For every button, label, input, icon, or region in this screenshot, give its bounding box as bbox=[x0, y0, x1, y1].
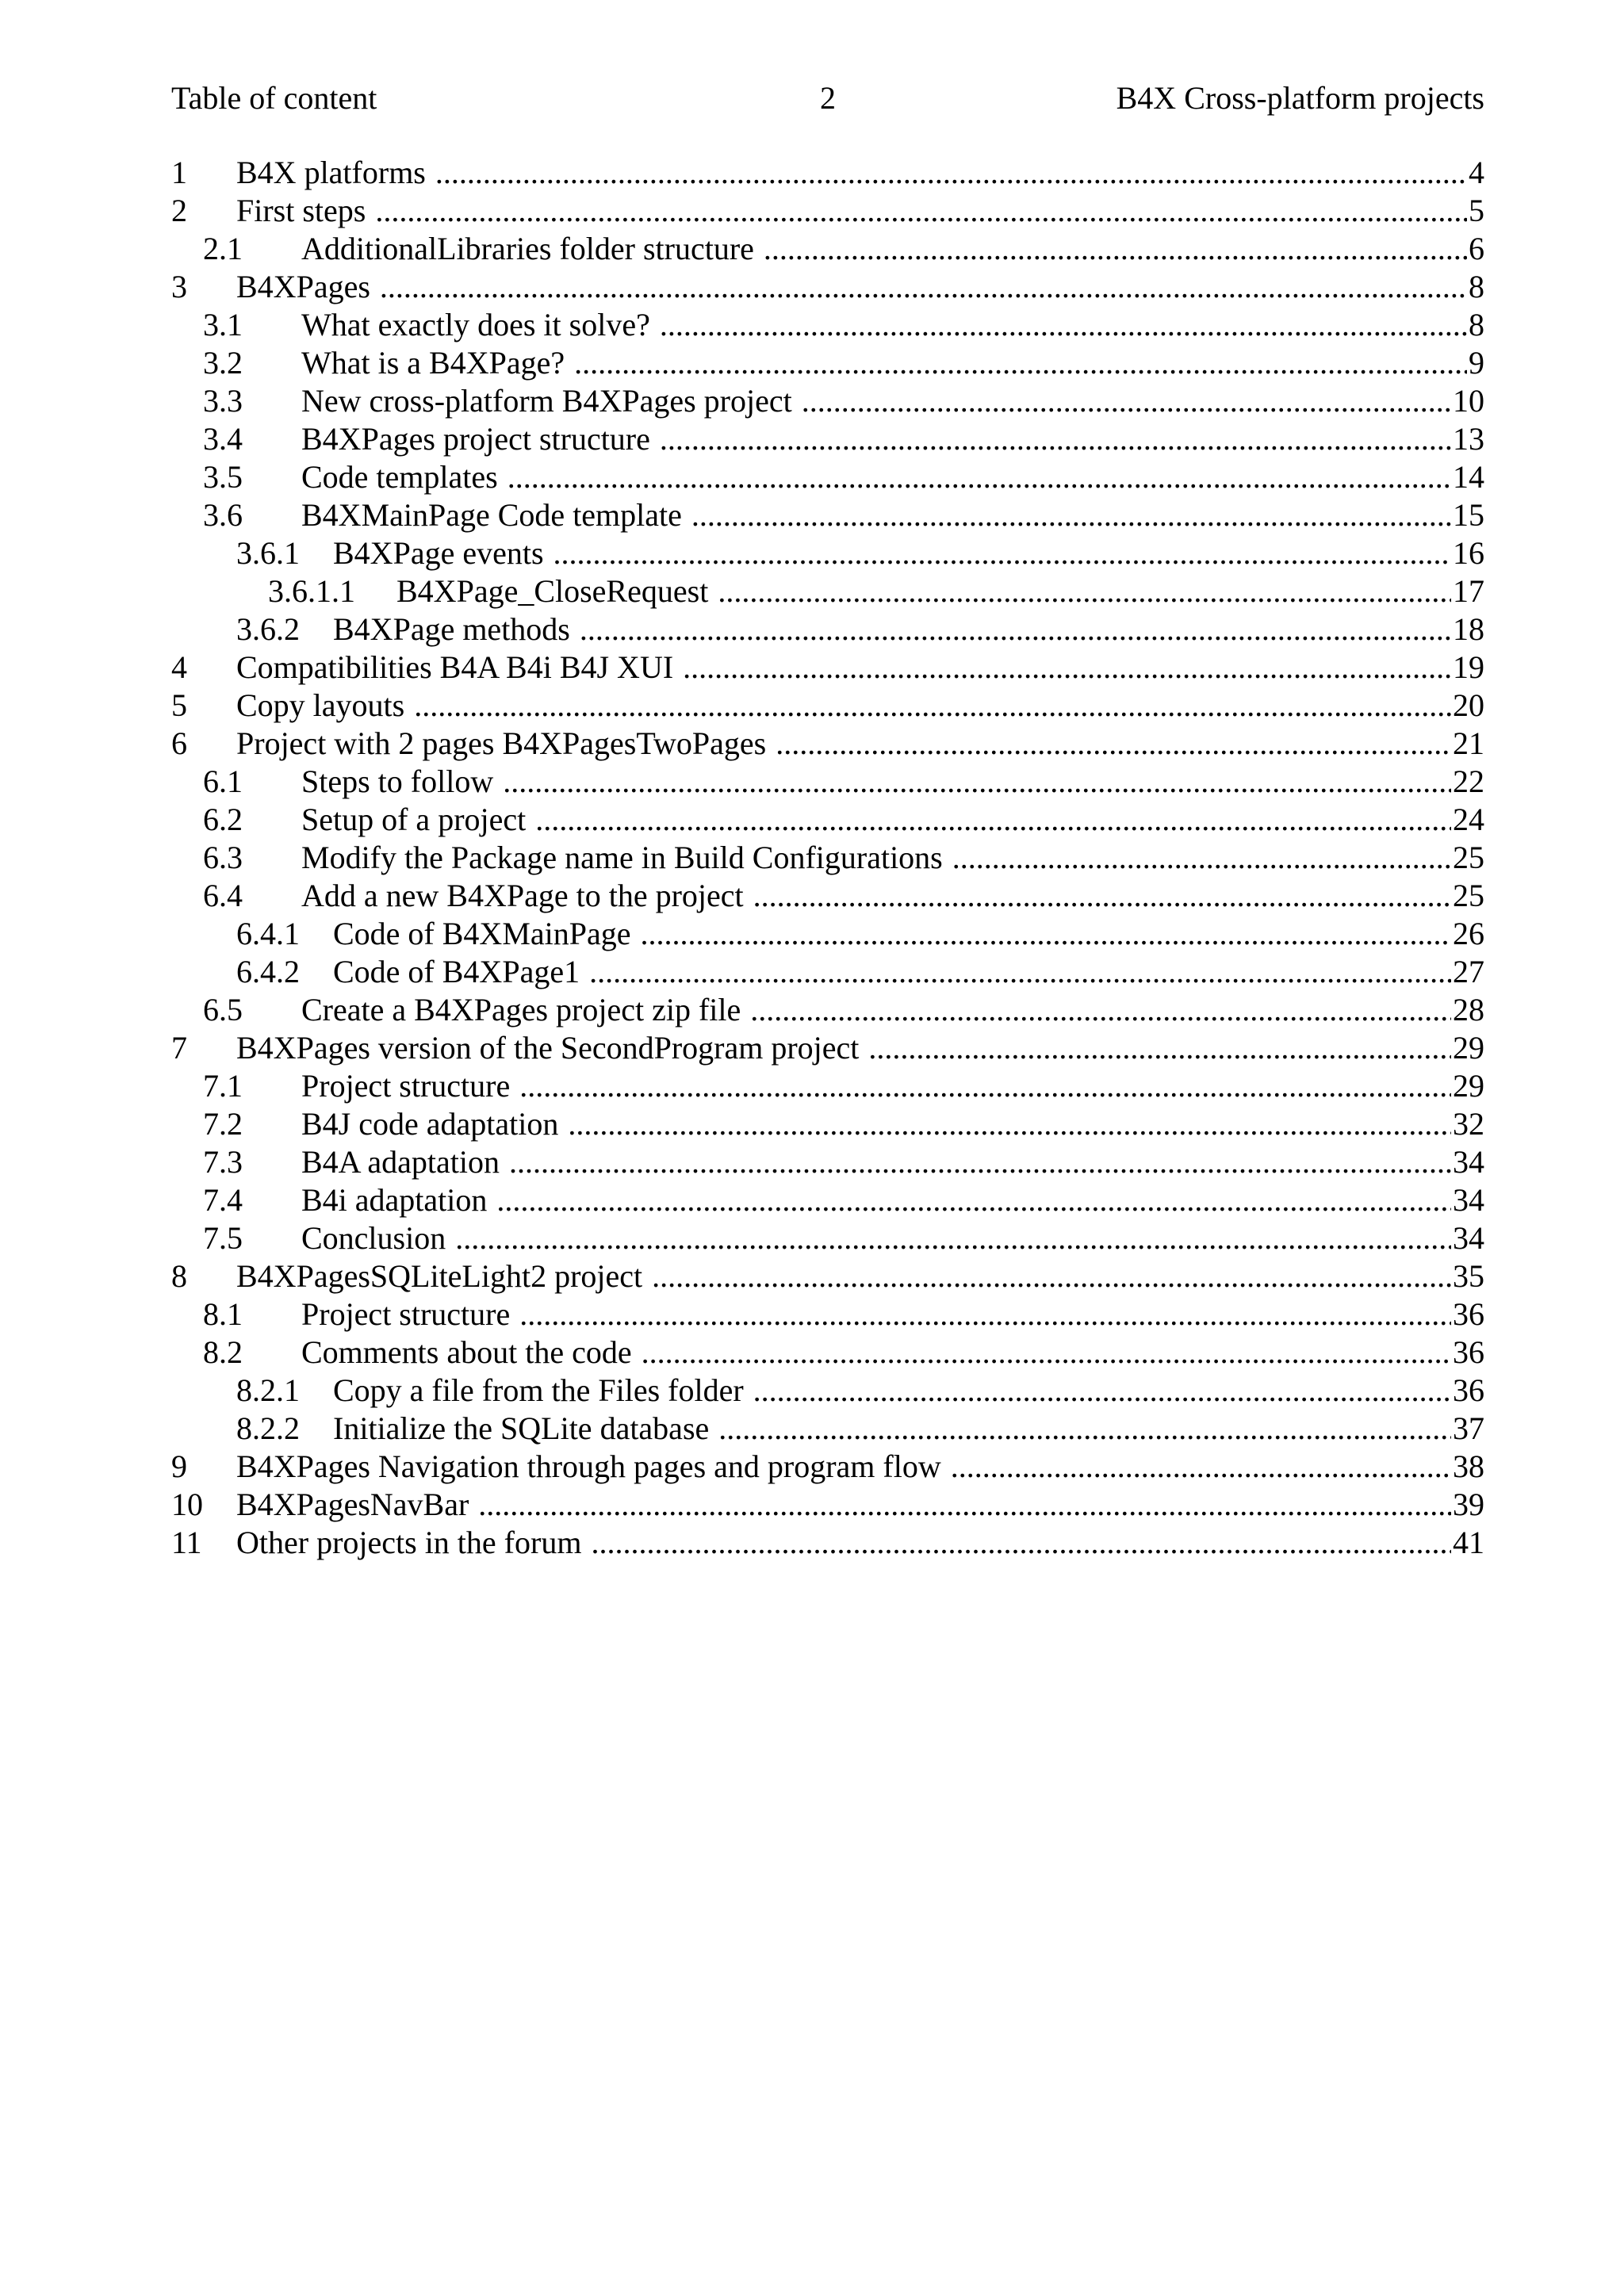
toc-entry-number: 8.2.2 bbox=[236, 1410, 300, 1446]
toc-entry-page-number: 21 bbox=[1453, 725, 1484, 761]
toc-entry[interactable] bbox=[171, 839, 1484, 877]
toc-entry-number: 7.3 bbox=[203, 1144, 243, 1180]
header-page-number: 2 bbox=[820, 80, 836, 116]
toc-entry[interactable] bbox=[171, 953, 1484, 991]
toc-entry-page-number: 41 bbox=[1453, 1525, 1484, 1560]
toc-entry-number: 3.2 bbox=[203, 345, 243, 381]
table-of-contents bbox=[171, 154, 1484, 1562]
toc-entry[interactable] bbox=[171, 1067, 1484, 1105]
toc-entry-title-with-leader bbox=[236, 1257, 1484, 1295]
toc-entry[interactable] bbox=[171, 877, 1484, 915]
toc-entry-title-with-leader bbox=[301, 496, 1484, 534]
toc-entry-title: B4XPages bbox=[236, 269, 370, 304]
toc-entry-page-number: 26 bbox=[1453, 916, 1484, 951]
toc-entry-number: 8.2 bbox=[203, 1334, 243, 1370]
toc-entry[interactable] bbox=[171, 610, 1484, 649]
toc-entry-number: 3.6.1.1 bbox=[268, 573, 355, 609]
toc-entry-number: 6.3 bbox=[203, 840, 243, 875]
toc-entry-page-number: 18 bbox=[1453, 611, 1484, 647]
toc-entry-title: B4XPagesSQLiteLight2 project bbox=[236, 1258, 643, 1294]
toc-entry[interactable] bbox=[171, 230, 1484, 268]
toc-entry-title: Add a new B4XPage to the project bbox=[301, 878, 744, 913]
toc-entry-page-number: 4 bbox=[1469, 155, 1484, 190]
toc-entry-number: 6.2 bbox=[203, 802, 243, 837]
toc-entry-page-number: 8 bbox=[1469, 307, 1484, 342]
header-document-title: B4X Cross-platform projects bbox=[1116, 80, 1484, 116]
toc-entry[interactable] bbox=[171, 534, 1484, 572]
toc-entry-page-number: 13 bbox=[1453, 421, 1484, 457]
toc-entry-title: Other projects in the forum bbox=[236, 1525, 582, 1560]
toc-entry-title-with-leader bbox=[236, 725, 1484, 763]
toc-entry-number: 5 bbox=[171, 687, 187, 723]
toc-entry-title-with-leader bbox=[301, 382, 1484, 420]
toc-entry[interactable] bbox=[171, 572, 1484, 610]
toc-entry-number: 7.1 bbox=[203, 1068, 243, 1104]
toc-entry-number: 7 bbox=[171, 1030, 187, 1066]
toc-entry-title-with-leader bbox=[301, 1334, 1484, 1372]
toc-entry[interactable] bbox=[171, 1143, 1484, 1181]
toc-entry-number: 6 bbox=[171, 725, 187, 761]
toc-entry-title-with-leader bbox=[333, 1372, 1484, 1410]
toc-entry-title: B4XMainPage Code template bbox=[301, 497, 682, 533]
toc-entry-title: Project structure bbox=[301, 1296, 511, 1332]
toc-entry-page-number: 27 bbox=[1453, 954, 1484, 989]
toc-entry[interactable] bbox=[171, 344, 1484, 382]
toc-entry-page-number: 29 bbox=[1453, 1030, 1484, 1066]
toc-entry[interactable] bbox=[171, 458, 1484, 496]
toc-entry-title: Compatibilities B4A B4i B4J XUI bbox=[236, 649, 674, 685]
toc-entry-title-with-leader bbox=[301, 458, 1484, 496]
toc-entry-title-with-leader bbox=[301, 1181, 1484, 1219]
toc-entry-page-number: 22 bbox=[1453, 763, 1484, 799]
toc-entry-title-with-leader bbox=[333, 610, 1484, 649]
toc-entry-number: 7.2 bbox=[203, 1106, 243, 1142]
toc-entry-title: Steps to follow bbox=[301, 763, 494, 799]
toc-entry-page-number: 17 bbox=[1453, 573, 1484, 609]
toc-entry-title-with-leader bbox=[396, 572, 1484, 610]
toc-entry-page-number: 38 bbox=[1453, 1448, 1484, 1484]
toc-entry-number: 9 bbox=[171, 1448, 187, 1484]
toc-entry-title-with-leader bbox=[236, 1448, 1484, 1486]
header-section-title: Table of content bbox=[171, 80, 377, 116]
toc-entry-number: 3.1 bbox=[203, 307, 243, 342]
toc-entry[interactable] bbox=[171, 687, 1484, 725]
toc-entry-number: 8 bbox=[171, 1258, 187, 1294]
toc-entry-number: 7.5 bbox=[203, 1220, 243, 1256]
toc-entry[interactable] bbox=[171, 801, 1484, 839]
toc-entry-title-with-leader bbox=[236, 192, 1484, 230]
toc-entry-title-with-leader bbox=[301, 1295, 1484, 1334]
toc-entry[interactable] bbox=[171, 192, 1484, 230]
toc-entry[interactable] bbox=[171, 420, 1484, 458]
toc-entry-title: B4XPage events bbox=[333, 535, 544, 571]
toc-entry-number: 7.4 bbox=[203, 1182, 243, 1218]
toc-entry-title: First steps bbox=[236, 193, 366, 228]
toc-entry-number: 3 bbox=[171, 269, 187, 304]
toc-entry-title: B4A adaptation bbox=[301, 1144, 500, 1180]
toc-entry-title-with-leader bbox=[333, 1410, 1484, 1448]
toc-entry-number: 10 bbox=[171, 1487, 203, 1522]
toc-entry[interactable] bbox=[171, 991, 1484, 1029]
toc-entry-number: 2 bbox=[171, 193, 187, 228]
page-header bbox=[171, 76, 1484, 121]
toc-entry[interactable] bbox=[171, 1029, 1484, 1067]
toc-entry-title-with-leader bbox=[301, 991, 1484, 1029]
toc-entry-title: Code templates bbox=[301, 459, 498, 495]
toc-entry-title: AdditionalLibraries folder structure bbox=[301, 231, 754, 266]
toc-entry-title-with-leader bbox=[236, 268, 1484, 306]
toc-entry-number: 6.5 bbox=[203, 992, 243, 1027]
toc-entry[interactable] bbox=[171, 1486, 1484, 1524]
toc-entry[interactable] bbox=[171, 1105, 1484, 1143]
toc-entry[interactable] bbox=[171, 1219, 1484, 1257]
toc-entry-page-number: 34 bbox=[1453, 1144, 1484, 1180]
toc-entry[interactable] bbox=[171, 1257, 1484, 1295]
toc-entry-title: B4XPage methods bbox=[333, 611, 570, 647]
toc-entry-title-with-leader bbox=[301, 801, 1484, 839]
toc-entry-title-with-leader bbox=[301, 344, 1484, 382]
toc-entry-title: What is a B4XPage? bbox=[301, 345, 565, 381]
toc-entry-page-number: 35 bbox=[1453, 1258, 1484, 1294]
toc-entry-title-with-leader bbox=[236, 649, 1484, 687]
toc-entry[interactable] bbox=[171, 1524, 1484, 1562]
toc-entry-number: 6.1 bbox=[203, 763, 243, 799]
toc-entry-number: 2.1 bbox=[203, 231, 243, 266]
toc-entry-number: 3.6.2 bbox=[236, 611, 300, 647]
toc-entry-title: B4XPage_CloseRequest bbox=[396, 573, 709, 609]
toc-entry-title-with-leader bbox=[333, 534, 1484, 572]
toc-entry-title: Copy a file from the Files folder bbox=[333, 1372, 744, 1408]
toc-entry-page-number: 8 bbox=[1469, 269, 1484, 304]
toc-entry-title-with-leader bbox=[301, 1143, 1484, 1181]
toc-entry[interactable] bbox=[171, 382, 1484, 420]
toc-entry-title: Comments about the code bbox=[301, 1334, 632, 1370]
toc-entry[interactable] bbox=[171, 1295, 1484, 1334]
toc-entry-number: 1 bbox=[171, 155, 187, 190]
toc-entry[interactable] bbox=[171, 496, 1484, 534]
toc-entry-number: 3.6 bbox=[203, 497, 243, 533]
toc-entry-page-number: 19 bbox=[1453, 649, 1484, 685]
toc-entry-title-with-leader bbox=[301, 1105, 1484, 1143]
toc-entry-number: 6.4.1 bbox=[236, 916, 300, 951]
toc-entry[interactable] bbox=[171, 1372, 1484, 1410]
toc-entry-number: 6.4 bbox=[203, 878, 243, 913]
toc-entry-title: Create a B4XPages project zip file bbox=[301, 992, 741, 1027]
toc-entry-title: Conclusion bbox=[301, 1220, 446, 1256]
toc-entry-title-with-leader bbox=[301, 877, 1484, 915]
toc-entry-title: Code of B4XPage1 bbox=[333, 954, 580, 989]
toc-entry-title: What exactly does it solve? bbox=[301, 307, 650, 342]
toc-entry-title-with-leader bbox=[301, 230, 1484, 268]
toc-entry-number: 3.3 bbox=[203, 383, 243, 419]
toc-entry-title: Setup of a project bbox=[301, 802, 527, 837]
toc-entry-title: Project with 2 pages B4XPagesTwoPages bbox=[236, 725, 767, 761]
toc-entry-page-number: 14 bbox=[1453, 459, 1484, 495]
toc-entry-page-number: 37 bbox=[1453, 1410, 1484, 1446]
toc-entry-page-number: 32 bbox=[1453, 1106, 1484, 1142]
toc-entry-title-with-leader bbox=[301, 839, 1484, 877]
toc-entry[interactable] bbox=[171, 268, 1484, 306]
toc-entry-page-number: 25 bbox=[1453, 840, 1484, 875]
toc-entry-title: Initialize the SQLite database bbox=[333, 1410, 710, 1446]
toc-entry[interactable] bbox=[171, 763, 1484, 801]
toc-entry[interactable] bbox=[171, 915, 1484, 953]
toc-entry-number: 8.2.1 bbox=[236, 1372, 300, 1408]
toc-entry-page-number: 36 bbox=[1453, 1296, 1484, 1332]
toc-entry-page-number: 39 bbox=[1453, 1487, 1484, 1522]
toc-entry-number: 3.4 bbox=[203, 421, 243, 457]
toc-entry-page-number: 34 bbox=[1453, 1182, 1484, 1218]
toc-entry-title: B4XPages project structure bbox=[301, 421, 650, 457]
toc-entry-number: 3.6.1 bbox=[236, 535, 300, 571]
toc-entry-title-with-leader bbox=[236, 154, 1484, 192]
toc-entry-title-with-leader bbox=[301, 1067, 1484, 1105]
toc-entry[interactable] bbox=[171, 306, 1484, 344]
toc-entry-page-number: 5 bbox=[1469, 193, 1484, 228]
toc-entry-title: Copy layouts bbox=[236, 687, 405, 723]
toc-entry-title-with-leader bbox=[236, 1029, 1484, 1067]
toc-entry-page-number: 15 bbox=[1453, 497, 1484, 533]
toc-entry[interactable] bbox=[171, 1181, 1484, 1219]
toc-entry-number: 6.4.2 bbox=[236, 954, 300, 989]
toc-entry-title: B4J code adaptation bbox=[301, 1106, 559, 1142]
toc-entry-page-number: 36 bbox=[1453, 1372, 1484, 1408]
toc-entry-title-with-leader bbox=[301, 763, 1484, 801]
toc-entry-page-number: 25 bbox=[1453, 878, 1484, 913]
toc-entry-title-with-leader bbox=[301, 1219, 1484, 1257]
toc-entry-title: Project structure bbox=[301, 1068, 511, 1104]
toc-entry-page-number: 10 bbox=[1453, 383, 1484, 419]
toc-entry-title: B4XPagesNavBar bbox=[236, 1487, 469, 1522]
toc-entry-title-with-leader bbox=[333, 953, 1484, 991]
toc-entry-page-number: 28 bbox=[1453, 992, 1484, 1027]
toc-entry-page-number: 36 bbox=[1453, 1334, 1484, 1370]
toc-entry-page-number: 6 bbox=[1469, 231, 1484, 266]
toc-entry[interactable] bbox=[171, 154, 1484, 192]
toc-entry-title-with-leader bbox=[301, 306, 1484, 344]
toc-entry-title-with-leader bbox=[236, 1524, 1484, 1562]
toc-entry-page-number: 16 bbox=[1453, 535, 1484, 571]
toc-entry-title-with-leader bbox=[236, 1486, 1484, 1524]
toc-entry[interactable] bbox=[171, 1410, 1484, 1448]
toc-entry-title: Modify the Package name in Build Configurations bbox=[301, 840, 943, 875]
toc-entry-title: New cross-platform B4XPages project bbox=[301, 383, 792, 419]
toc-entry-title-with-leader bbox=[301, 420, 1484, 458]
toc-entry-title-with-leader bbox=[236, 687, 1484, 725]
toc-entry-number: 3.5 bbox=[203, 459, 243, 495]
toc-entry-title: B4X platforms bbox=[236, 155, 426, 190]
toc-entry[interactable] bbox=[171, 649, 1484, 687]
toc-entry-page-number: 20 bbox=[1453, 687, 1484, 723]
toc-entry-number: 4 bbox=[171, 649, 187, 685]
toc-entry-page-number: 29 bbox=[1453, 1068, 1484, 1104]
toc-entry-title-with-leader bbox=[333, 915, 1484, 953]
toc-entry[interactable] bbox=[171, 1448, 1484, 1486]
toc-entry-page-number: 34 bbox=[1453, 1220, 1484, 1256]
toc-entry-title: B4i adaptation bbox=[301, 1182, 488, 1218]
toc-entry-page-number: 24 bbox=[1453, 802, 1484, 837]
toc-entry-title: B4XPages Navigation through pages and program flow bbox=[236, 1448, 941, 1484]
toc-entry[interactable] bbox=[171, 1334, 1484, 1372]
toc-entry-page-number: 9 bbox=[1469, 345, 1484, 381]
toc-entry-number: 8.1 bbox=[203, 1296, 243, 1332]
toc-entry[interactable] bbox=[171, 725, 1484, 763]
toc-entry-title: Code of B4XMainPage bbox=[333, 916, 631, 951]
toc-entry-number: 11 bbox=[171, 1525, 202, 1560]
toc-entry-title: B4XPages version of the SecondProgram project bbox=[236, 1030, 860, 1066]
